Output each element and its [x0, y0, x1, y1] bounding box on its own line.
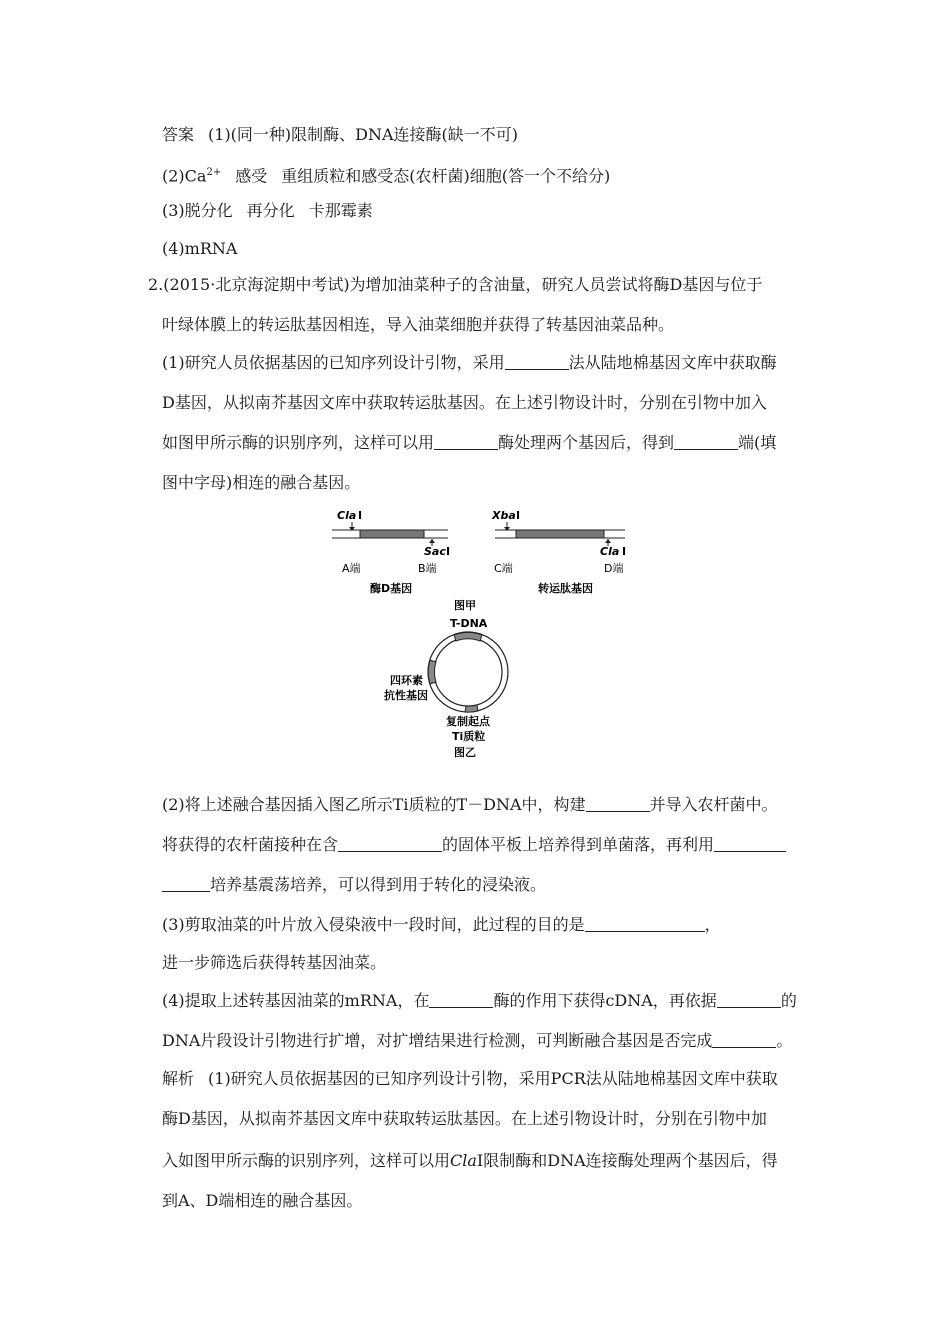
answer-blank[interactable]: [586, 795, 650, 812]
answer-line-4: [162, 238, 237, 260]
answer-text-1: (1)(同一种)限制酶、DNA连接酶(缺一不可): [208, 125, 519, 144]
origin-segment: [465, 705, 478, 712]
q2-part1-line1: [162, 352, 777, 374]
q2-p4-text-c: 的: [780, 991, 797, 1010]
q2-part1-line3: [162, 432, 776, 454]
q2-p1-text-e: 端(填: [738, 433, 777, 452]
analysis-text-3b: I限制酶和DNA连接酶处理两个基因后，得: [476, 1151, 778, 1170]
ti-plasmid-diagram: [384, 617, 508, 759]
analysis-text-3a: 入如图甲所示酶的识别序列，这样可以用: [162, 1151, 451, 1170]
analysis-label: 解析: [162, 1069, 195, 1088]
q2-p3-text-a: (3)剪取油菜的叶片放入侵染液中一段时间，此过程的目的是: [162, 915, 585, 934]
answer-text-3b: 再分化: [246, 201, 295, 220]
figure-b-caption: 图乙: [454, 746, 476, 759]
q2-intro-1: 2.(2015·北京海淀期中考试)为增加油菜种子的含油量，研究人员尝试将酶D基因与位于: [148, 275, 763, 294]
gene2-caption: 转运肽基因: [538, 582, 593, 595]
origin-label: 复制起点: [446, 715, 490, 728]
transit-peptide-segment: [516, 530, 604, 538]
analysis-line-2: 酶D基因，从拟南芥基因文库中获取转运肽基因。在上述引物设计时，分别在引物中加: [162, 1109, 767, 1128]
q2-part2-line1: [162, 794, 778, 816]
analysis-line-4: 到A、D端相连的融合基因。: [162, 1191, 363, 1210]
answer-sup: 2+: [206, 167, 222, 178]
transit-peptide-gene-diagram: [491, 509, 626, 595]
answer-blank[interactable]: [505, 353, 569, 370]
a-end-label: A端: [342, 562, 361, 575]
q2-p4-text-b: 酶的作用下获得cDNA，再依据: [493, 991, 717, 1010]
xba-label: Xba: [492, 509, 516, 522]
sac-roman: Ⅰ: [446, 545, 451, 558]
d-end-label: D端: [604, 562, 624, 575]
answer-text-2b: 感受: [235, 166, 268, 186]
q2-p2-text-e: 培养基震荡培养，可以得到用于转化的浸染液。: [210, 875, 547, 894]
cla-label-1: Cla: [337, 509, 357, 522]
xba-roman: Ⅰ: [516, 509, 521, 522]
answer-line-3: [162, 200, 373, 222]
q2-p4-text-d: DNA片段设计引物进行扩增，对扩增结果进行检测，可判断融合基因是否完成: [162, 1031, 713, 1050]
c-end-label: C端: [494, 562, 513, 575]
gene1-caption: 酶D基因: [370, 582, 413, 595]
b-end-label: B端: [418, 562, 437, 575]
q2-p4-text-e: 。: [776, 1031, 793, 1050]
tdna-segment: [454, 632, 482, 641]
gene-diagram: [320, 500, 640, 762]
answer-blank[interactable]: [674, 433, 738, 450]
q2-p1-text-d: 酶处理两个基因后，得到: [498, 433, 675, 452]
answer-text-3a: (3)脱分化: [162, 201, 233, 220]
q2-p1-text-c: 如图甲所示酶的识别序列，这样可以用: [162, 433, 435, 452]
q2-p2-text-b: 并导入农杆菌中。: [649, 795, 778, 814]
q2-p2-text-c: 将获得的农杆菌接种在含: [162, 835, 339, 854]
enzyme-d-segment: [360, 530, 424, 538]
q2-p4-text-a: (4)提取上述转基因油菜的mRNA，在: [162, 991, 430, 1010]
answer-text-2c: 重组质粒和感受态(农杆菌)细胞(答一个不给分): [281, 166, 611, 186]
answer-blank[interactable]: [717, 991, 781, 1008]
tetracycline-label-2: 抗性基因: [384, 689, 428, 702]
answer-line-1: [162, 124, 518, 146]
answer-blank[interactable]: [338, 835, 442, 852]
analysis-enzyme-name: Cla: [450, 1151, 477, 1170]
q2-part3-line2: 进一步筛选后获得转基因油菜。: [162, 953, 387, 972]
sac-label: Sac: [424, 545, 446, 558]
answer-blank[interactable]: [434, 433, 498, 450]
answer-label: 答案: [162, 125, 195, 144]
q2-p2-text-d: 的固体平板上培养得到单菌落，再利用: [442, 835, 715, 854]
ti-plasmid-label: Ti质粒: [452, 730, 486, 743]
answer-text-3c: 卡那霉素: [308, 201, 373, 220]
q2-intro-2: 叶绿体膜上的转运肽基因相连，导入油菜细胞并获得了转基因油菜品种。: [162, 315, 675, 334]
q2-part2-line2: [162, 834, 786, 856]
answer-line-2: [162, 162, 610, 187]
q2-part4-line2: [162, 1030, 792, 1052]
q2-part1-line4: 图中字母)相连的融合基因。: [162, 473, 361, 492]
answer-blank[interactable]: [712, 1031, 776, 1048]
q2-p2-text-a: (2)将上述融合基因插入图乙所示Ti质粒的T－DNA中，构建: [162, 795, 586, 814]
analysis-line-1: [162, 1068, 778, 1090]
tdna-label: T-DNA: [450, 617, 488, 630]
q2-part3-line1: [162, 914, 721, 936]
answer-blank[interactable]: [162, 875, 210, 892]
answer-text-4: (4)mRNA: [162, 239, 238, 258]
answer-blank[interactable]: [585, 915, 705, 932]
analysis-line-3: [162, 1150, 778, 1172]
q2-part4-line1: [162, 990, 797, 1012]
q2-p1-text-a: (1)研究人员依据基因的已知序列设计引物，采用: [162, 353, 505, 372]
q2-part2-line3: [162, 874, 546, 896]
tetracycline-resistance-segment: [428, 660, 436, 684]
cla-label-2: Cla: [600, 545, 620, 558]
answer-blank[interactable]: [429, 991, 493, 1008]
cla-roman-1: Ⅰ: [358, 509, 363, 522]
analysis-text-1: (1)研究人员依据基因的已知序列设计引物，采用PCR法从陆地棉基因文库中获取: [208, 1069, 778, 1088]
q2-p1-text-b: 法从陆地棉基因文库中获取酶: [568, 353, 777, 372]
q2-part1-line2: D基因，从拟南芥基因文库中获取转运肽基因。在上述引物设计时，分别在引物中加入: [162, 393, 767, 412]
answer-text-2a: (2)Ca: [162, 166, 207, 186]
q2-p3-text-b: ，: [704, 915, 721, 934]
enzyme-d-gene-diagram: [332, 509, 450, 595]
answer-blank[interactable]: [714, 835, 786, 852]
cla-roman-2: Ⅰ: [622, 545, 627, 558]
tetracycline-label-1: 四环素: [390, 674, 423, 687]
figure-a-caption: 图甲: [454, 599, 476, 612]
